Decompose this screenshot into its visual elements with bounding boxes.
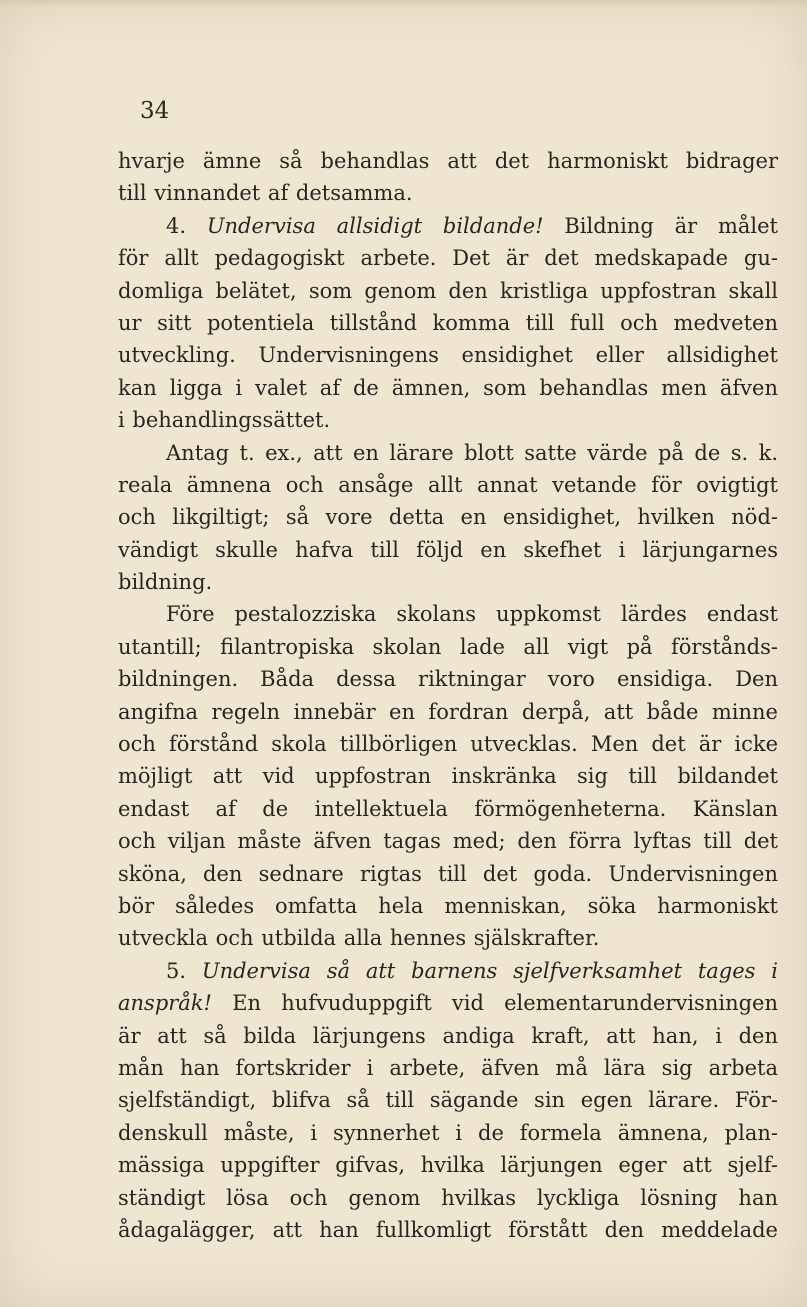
text-line: till vinnandet af detsamma. [118,181,413,206]
text-line [118,987,778,1019]
text-line: för allt pedagogiskt arbete. Det är det medskapade gu- [118,246,778,271]
text-line [118,210,778,242]
text-line: i behandlingssättet. [118,408,331,433]
italic-heading: Undervisa allsidigt bildande! [206,213,544,238]
page-edge-shadow [0,0,807,8]
body-text [118,145,778,1246]
text-line: mån han fortskrider i arbete, äfven må lära sig arbeta [118,1055,778,1080]
text-line: vändigt skulle hafva till följd en skefhet i lärjungarnes [118,537,778,562]
text-line: hvarje ämne så behandlas att det harmoniskt bidrager [118,149,778,173]
text-line: ständigt lösa och genom hvilkas lyckliga lösning han [118,1185,778,1210]
italic-heading: Undervisa så att barnens sjelfverksamhet tages i [201,958,778,983]
text-line: bör således omfatta hela menniskan, söka harmoniskt [118,893,778,918]
text-line: ur sitt potentiela tillstånd komma till full och medveten [118,310,778,335]
text-line: mässiga uppgifter gifvas, hvilka lärjungen eger att sjelf- [118,1153,778,1178]
text-line: och viljan måste äfven tagas med; den förra lyftas till det [118,829,778,854]
text-segment: 4. [166,213,207,238]
text-line: kan ligga i valet af de ämnen, som behandlas men äfven [118,375,778,400]
text-segment: 5. [166,958,202,983]
text-segment: En hufvuduppgift vid elementarundervisningen [212,991,778,1016]
text-line: Antag t. ex., att en lärare blott satte värde på de s. k. [166,440,778,465]
page-number: 34 [140,98,170,124]
text-line: angifna regeln innebär en fordran derpå, att både minne [118,699,778,724]
text-line: och likgiltigt; så vore detta en ensidighet, hvilken nöd- [118,505,778,530]
text-line: domliga belätet, som genom den kristliga uppfostran skall [118,278,778,303]
text-line: Före pestalozziska skolans uppkomst lärdes endast [166,602,778,627]
text-line: bildningen. Båda dessa riktningar voro ensidiga. Den [118,667,778,692]
text-line: denskull måste, i synnerhet i de formela ämnena, plan- [118,1120,778,1145]
text-line: och förstånd skola tillbörligen utvecklas. Men det är icke [118,732,778,757]
text-line: reala ämnena och ansåge allt annat vetande för ovigtigt [118,472,778,497]
text-line: ådagalägger, att han fullkomligt förstått den meddelade [118,1217,778,1242]
text-line: bildning. [118,570,213,595]
text-segment: Bildning är målet [543,213,778,238]
text-line [118,955,778,987]
text-line: utantill; filantropiska skolan lade all vigt på förstånds- [118,634,778,659]
text-line: endast af de intellektuela förmögenheterna. Känslan [118,796,778,821]
text-line: sjelfständigt, blifva så till sägande sin egen lärare. För- [118,1088,778,1113]
text-line: är att så bilda lärjungens andiga kraft, att han, i den [118,1023,778,1048]
text-line: möjligt att vid uppfostran inskränka sig till bildandet [118,764,778,789]
text-line: utveckling. Undervisningens ensidighet eller allsidighet [118,343,778,368]
italic-heading: anspråk! [118,991,212,1016]
text-line: sköna, den sednare rigtas till det goda. Undervisningen [118,861,778,886]
text-line: utveckla och utbilda alla hennes själskrafter. [118,926,600,951]
